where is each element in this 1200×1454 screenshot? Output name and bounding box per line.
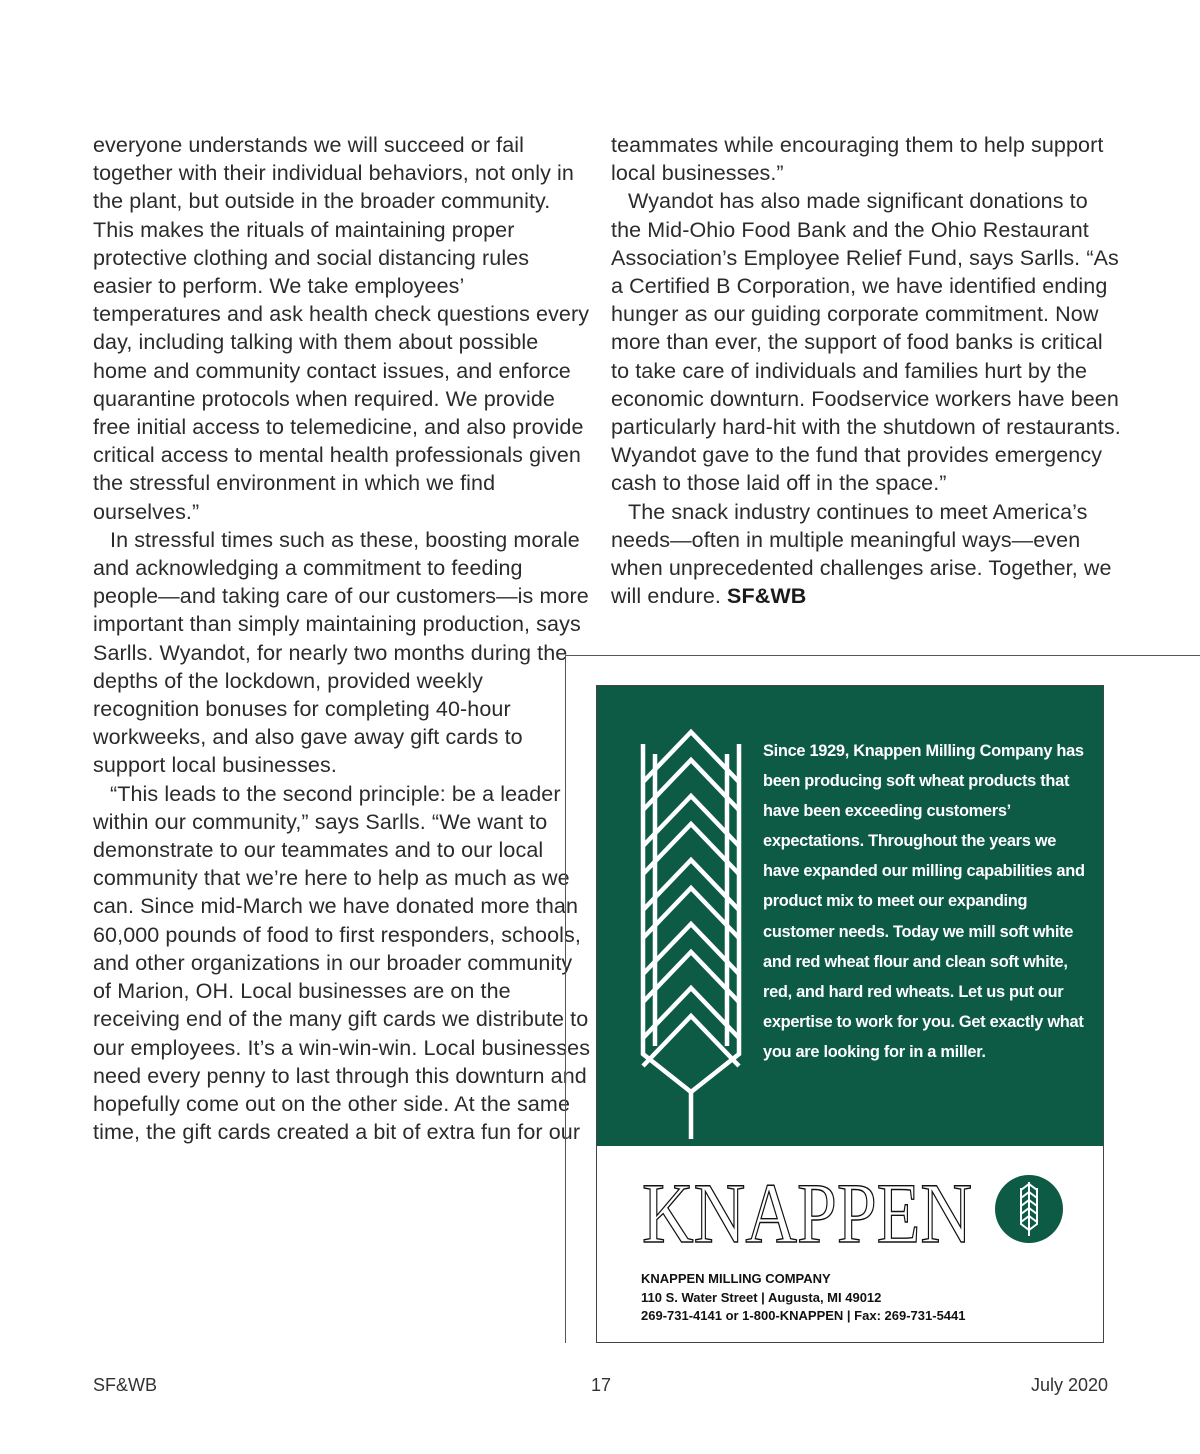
knappen-advertisement xyxy=(596,685,1104,1343)
article-paragraph: “This leads to the second principle: be a leader within our community,” says Sarlls. “We want to demonstrate to our teammates and to our local community that we’re here to help as much as we can. Since mid-March we have donated more than 60,000 pounds of food to first responders, schools, and other organizations in our broader community of Marion, OH. Local businesses are on the receiving end of the many gift cards we distribute to our employees. It’s a win-win-win. Local businesses need every penny to last through this downturn and hopefully come out on the other side. At the same time, the gift cards created a bit of extra fun for our xyxy=(93,781,591,1145)
ad-contact-block xyxy=(641,1270,966,1326)
article-paragraph xyxy=(611,498,1121,611)
company-name: KNAPPEN MILLING COMPANY xyxy=(641,1271,831,1286)
closing-text: The snack industry continues to meet America’s needs—often in multiple meaningful ways—even when unprecedented challenges arise. Together, we will endure. xyxy=(611,499,1112,609)
ad-green-panel xyxy=(597,686,1103,1146)
company-address: 110 S. Water Street | Augusta, MI 49012 xyxy=(641,1289,882,1305)
article-paragraph: everyone understands we will succeed or fail together with their individual behaviors, not only in the plant, but outside in the broader community. This makes the rituals of maintaining proper protective clothing and social distancing rules easier to perform. We take employees’ temperatures and ask health check questions every day, including talking with them about possible home and community contact issues, and enforce quarantine protocols when required. We provide free initial access to telemedicine, and also provide critical access to mental health professionals given the stressful environment in which we find ourselves.” xyxy=(93,133,590,524)
footer-page-number: 17 xyxy=(591,1375,612,1395)
article-column-left xyxy=(93,131,593,1146)
footer-issue-date: July 2020 xyxy=(1030,1375,1108,1395)
article-paragraph: teammates while encouraging them to help support local businesses.” xyxy=(611,133,1104,186)
ad-body-copy: Since 1929, Knappen Milling Company has been producing soft wheat products that have been exceeding customers’ expectations. Throughout the years we have expanded our milling capabilities and product mix to meet our expanding customer needs. Today we mill soft white and red wheat flour and clean soft white, red, and hard red wheats. Let us put our expertise to work for you. Get exactly what you are looking for in a miller. xyxy=(763,742,1085,1061)
article-signoff: SF&WB xyxy=(727,584,807,609)
ad-frame-top-rule xyxy=(565,655,1200,656)
article-paragraph: In stressful times such as these, boosting morale and acknowledging a commitment to feeding people—and taking care of our customers—is more important than simply maintaining production, says Sarlls. Wyandot, for nearly two months during the depths of the lockdown, provided weekly recognition bonuses for completing 40-hour workweeks, and also gave away gift cards to support local businesses. xyxy=(93,527,589,778)
company-phones: 269-731-4141 or 1-800-KNAPPEN | Fax: 269-731-5441 xyxy=(641,1308,966,1323)
footer-publication: SF&WB xyxy=(93,1375,158,1395)
wheat-emblem-icon xyxy=(994,1174,1064,1244)
brand-word-text: KNAPPEN xyxy=(642,1165,972,1261)
article-paragraph: Wyandot has also made significant donations to the Mid-Ohio Food Bank and the Ohio Restaurant Association’s Employee Relief Fund, says Sarlls. “As a Certified B Corporation, we have identified ending hunger as our guiding corporate commitment. Now more than ever, the support of food banks is critical to take care of individuals and families hurt by the economic downturn. Foodservice workers have been particularly hard-hit with the shutdown of restaurants. Wyandot gave to the fund that provides emergency cash to those laid off in the space.” xyxy=(611,189,1121,496)
wheat-stalk-icon xyxy=(633,724,753,1144)
article-column-right xyxy=(611,131,1121,610)
ad-frame-left-rule xyxy=(565,655,566,1343)
knappen-wordmark xyxy=(637,1165,977,1261)
